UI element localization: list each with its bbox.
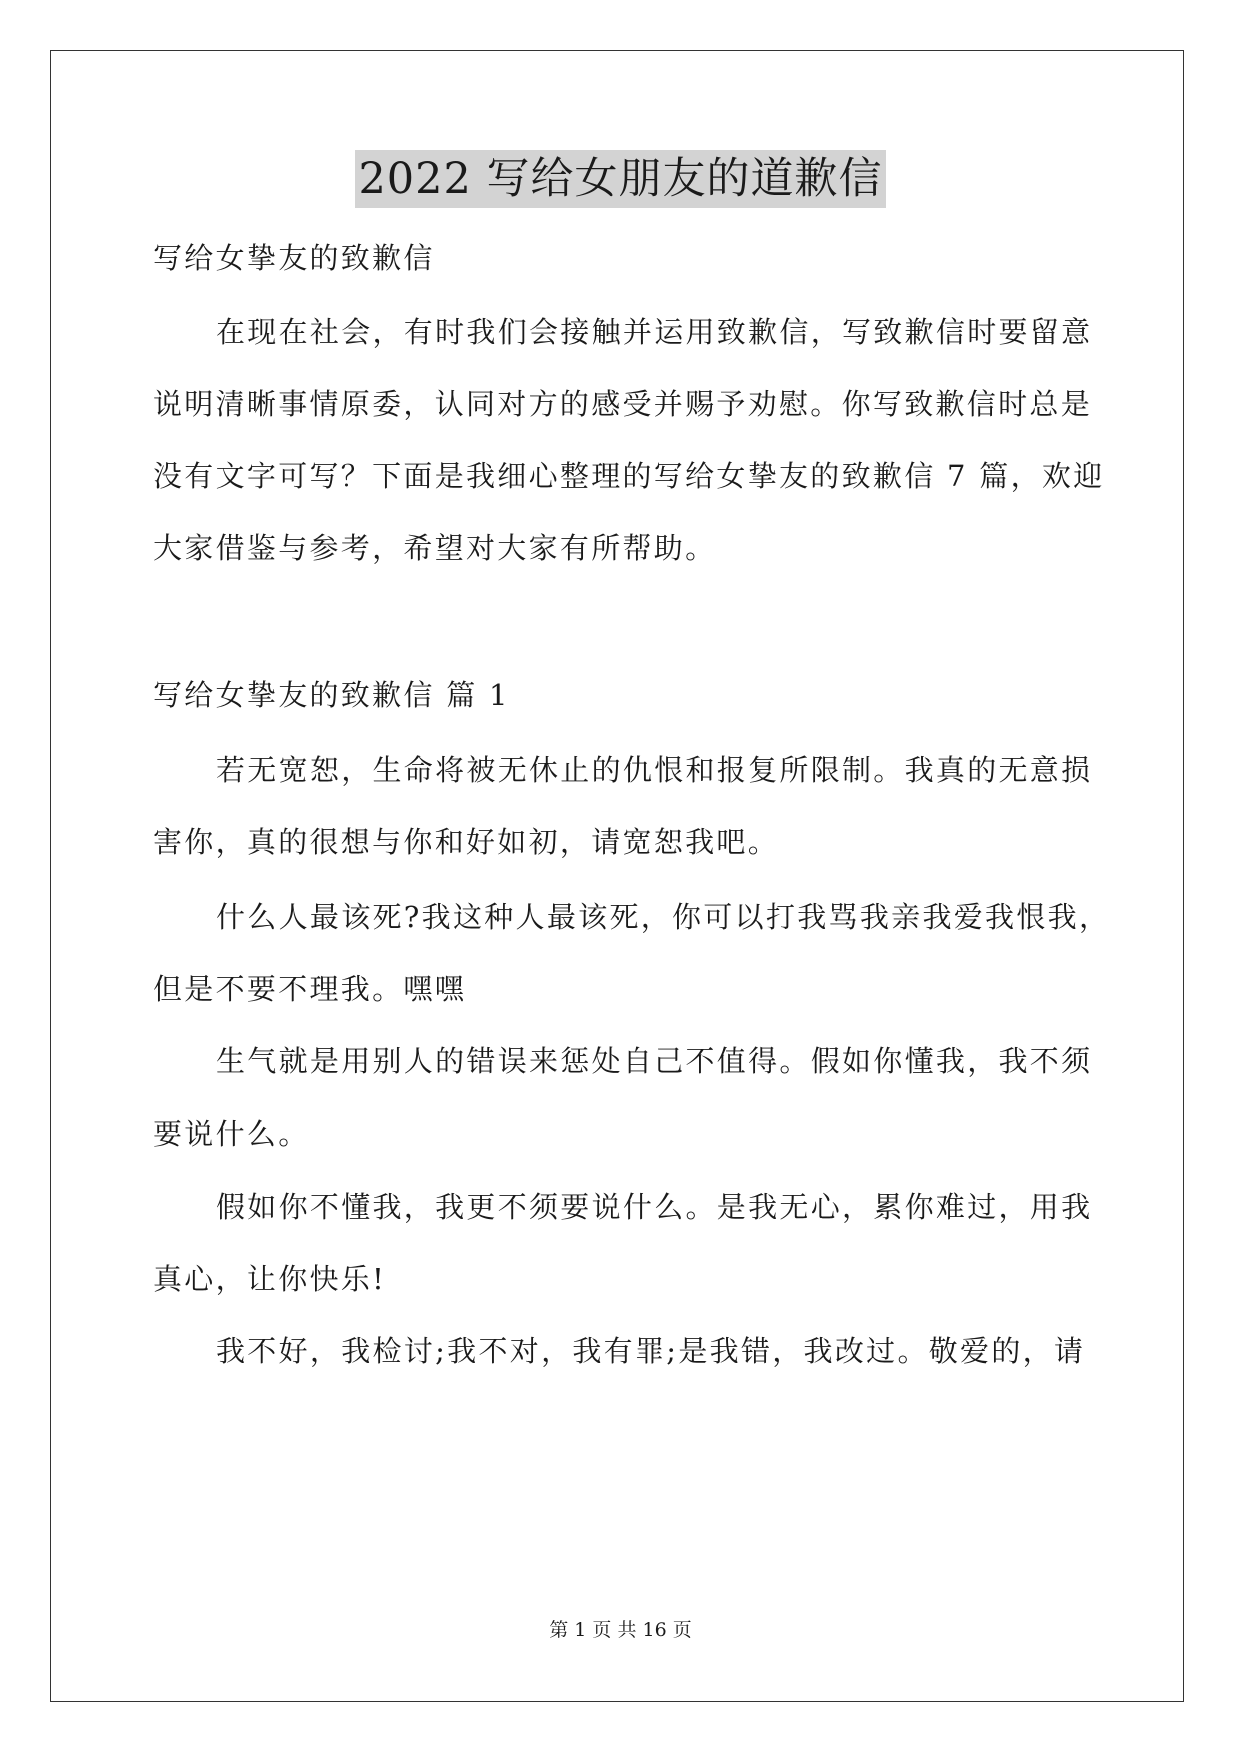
body-line: 若无宽恕，生命将被无休止的仇恨和报复所限制。我真的无意损 (216, 753, 1093, 787)
body-line: 生气就是用别人的错误来惩处自己不值得。假如你懂我，我不须 (216, 1044, 1093, 1078)
page-border (50, 50, 1184, 1702)
section-heading: 写给女挚友的致歉信 篇 1 (153, 678, 510, 712)
intro-line: 大家借鉴与参考，希望对大家有所帮助。 (153, 531, 717, 565)
intro-line: 说明清晰事情原委，认同对方的感受并赐予劝慰。你写致歉信时总是 (153, 387, 1093, 421)
intro-line: 没有文字可写？下面是我细心整理的写给女挚友的致歉信 7 篇，欢迎 (153, 459, 1105, 493)
intro-line: 在现在社会，有时我们会接触并运用致歉信，写致歉信时要留意 (216, 315, 1093, 349)
page-footer: 第 1 页 共 16 页 (549, 1619, 692, 1641)
body-line: 我不好，我检讨;我不对，我有罪;是我错，我改过。敬爱的，请 (216, 1334, 1086, 1368)
body-line: 假如你不懂我，我更不须要说什么。是我无心，累你难过，用我 (216, 1190, 1093, 1224)
body-line: 真心，让你快乐! (153, 1262, 387, 1296)
body-line: 但是不要不理我。嘿嘿 (153, 972, 467, 1006)
subtitle: 写给女挚友的致歉信 (153, 241, 435, 275)
body-line: 害你，真的很想与你和好如初，请宽恕我吧。 (153, 825, 780, 859)
body-line: 什么人最该死?我这种人最该死，你可以打我骂我亲我爱我恨我， (216, 900, 1111, 934)
document-title-text: 2022 写给女朋友的道歉信 (355, 150, 885, 208)
document-title (0, 150, 1241, 208)
body-line: 要说什么。 (153, 1117, 310, 1151)
